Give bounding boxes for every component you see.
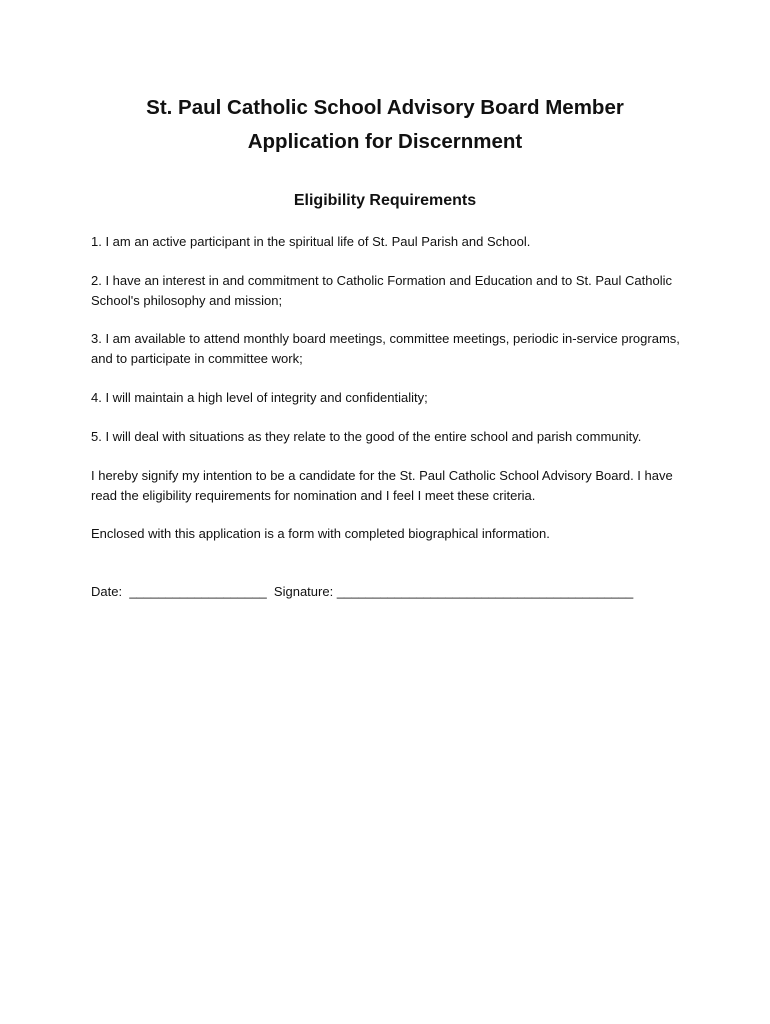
requirement-3: 3. I am available to attend monthly board meetings, committee meetings, periodic in-service programs, and to participate in committee work; xyxy=(91,331,680,366)
declaration-paragraph: I hereby signify my intention to be a candidate for the St. Paul Catholic School Advisory Board. I have read the eligibility requirements for nomination and I feel I meet these criteria. xyxy=(91,468,673,503)
requirement-1: 1. I am an active participant in the spiritual life of St. Paul Parish and School. xyxy=(91,234,531,249)
requirement-2: 2. I have an interest in and commitment to Catholic Formation and Education and to St. Paul Catholic School's philosophy and mission; xyxy=(91,273,672,308)
section-heading: Eligibility Requirements xyxy=(293,192,477,209)
title-line-1: St. Paul Catholic School Advisory Board Member xyxy=(146,96,624,119)
requirement-4: 4. I will maintain a high level of integrity and confidentiality; xyxy=(91,390,428,405)
signature-field[interactable]: _________________________________________ xyxy=(336,584,634,599)
title-line-2: Application for Discernment xyxy=(247,130,523,153)
enclosure-note: Enclosed with this application is a form with completed biographical information. xyxy=(91,526,550,541)
date-field[interactable]: ___________________ xyxy=(129,584,267,599)
requirement-5: 5. I will deal with situations as they relate to the good of the entire school and parish community. xyxy=(91,429,642,444)
signature-label: Signature: xyxy=(273,584,334,599)
document-title xyxy=(60,91,710,159)
signature-row xyxy=(91,582,633,602)
date-label: Date: xyxy=(91,584,123,599)
